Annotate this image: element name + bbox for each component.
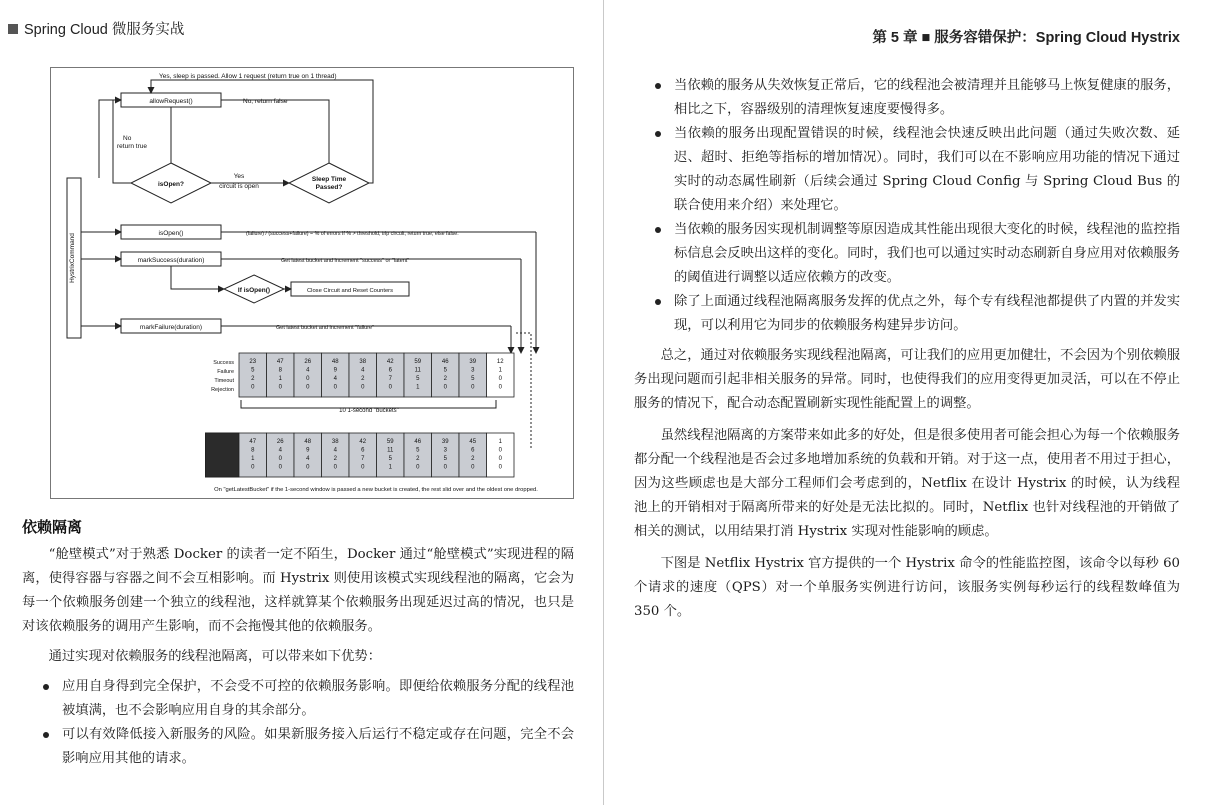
bucket-value: 0 — [498, 456, 502, 462]
bucket-value: 42 — [359, 439, 367, 445]
left-body — [22, 543, 574, 771]
bucket-value: 0 — [498, 464, 502, 471]
dropped-bucket — [206, 433, 240, 477]
latest-failure-label: Get latest bucket and increment "failure" — [276, 325, 375, 331]
bucket-value: 0 — [333, 464, 337, 471]
bucket-value: 4 — [361, 367, 365, 374]
bucket-value: 9 — [333, 367, 337, 374]
bucket-value: 7 — [361, 456, 365, 462]
right-paragraph-1: 总之，通过对依赖服务实现线程池隔离，可让我们的应用更加健壮，不会因为个别依赖服务出现问题而引起非相关服务的异常。同时，也使得我们的应用变得更加灵活，可以在不停止服务的情况下，配合动态配置刷新实现性能配置上的调整。 — [634, 348, 1180, 411]
right-running-header — [872, 26, 1180, 47]
bucket-value: 5 — [443, 456, 447, 462]
bucket-value: 0 — [498, 384, 502, 391]
bucket-value: 47 — [276, 359, 284, 365]
hystrix-command-label: HystrixCommand — [69, 233, 76, 283]
circuit-open-label: circuit is open — [219, 183, 259, 190]
left-paragraph-1: “舱壁模式”对于熟悉 Docker 的读者一定不陌生，Docker 通过“舱壁模式”实现进程的隔离，使得容器与容器之间不会互相影响。而 Hystrix 则使用该模式实现线程池的隔离，它会为每一个依赖服务创建一个独立的线程池，这样就算某个依赖服务出现延迟过高的情况，也只是对该依赖服务的调用产生影响，而不会拖慢其他的依赖服务。 — [22, 547, 574, 634]
right-paragraph-2: 虽然线程池隔离的方案带来如此多的好处，但是很多使用者可能会担心为每一个依赖服务都分配一个线程池是否会过多地增加系统的负载和开销。对于这一点，使用者不用过于担心，因为这些顾虑也是大部分工程师们会考虑到的，Netflix 在设计 Hystrix 的时候，认为线程池上的开销相对于隔离所带来的好处是无法比拟的。同时，Netflix 也针对线程池的开销做了相关的测试，以用结果打消 Hystrix 实现对性能影响的顾虑。 — [634, 428, 1180, 539]
row-label: Rejection — [211, 387, 234, 393]
bucket-value: 45 — [469, 439, 477, 445]
bucket-value: 5 — [388, 456, 392, 462]
top-bucket-grid — [239, 353, 514, 397]
yes-label: Yes — [233, 173, 245, 180]
bucket-value: 48 — [304, 439, 312, 445]
bucket-value: 38 — [331, 439, 339, 445]
sleep-time-diamond — [289, 163, 369, 203]
sleep-time-label: Sleep Time — [311, 176, 347, 183]
bucket-value: 0 — [416, 464, 420, 471]
bucket-value: 23 — [249, 359, 257, 365]
bucket-value: 1 — [498, 367, 502, 374]
bucket-value: 59 — [386, 439, 394, 445]
bucket-value: 0 — [498, 376, 502, 382]
hystrix-circuit-figure — [50, 67, 574, 499]
bucket-value: 39 — [441, 439, 449, 445]
bucket-value: 38 — [359, 359, 367, 365]
bucket-value: 59 — [414, 359, 422, 365]
bucket-value: 0 — [278, 464, 282, 471]
square-bullet-icon — [8, 24, 18, 34]
mark-failure-label: markFailure(duration) — [139, 324, 203, 331]
bucket-value: 1 — [251, 456, 255, 462]
bucket-value: 5 — [443, 367, 447, 374]
left-paragraph-2: 通过实现对依赖服务的线程池隔离，可以带来如下优势： — [48, 649, 382, 664]
right-body — [634, 74, 1180, 624]
is-open-call-label: isOpen() — [158, 230, 184, 237]
bucket-value: 0 — [443, 464, 447, 471]
bucket-value: 0 — [251, 384, 255, 391]
bucket-value: 11 — [387, 447, 394, 454]
bucket-value: 0 — [498, 447, 502, 454]
no-return-false-label: No, return false — [243, 98, 288, 105]
bucket-value: 4 — [306, 367, 310, 374]
bucket-value: 0 — [251, 464, 255, 471]
right-header-title: 第 5 章 ■ 服务容错保护：Spring Cloud Hystrix — [872, 30, 1180, 46]
row-label: Success — [213, 360, 234, 366]
hystrix-flow-diagram — [51, 68, 573, 498]
list-item: 可以有效降低接入新服务的风险。如果新服务接入后运行不稳定或存在问题，完全不会影响应用其他的请求。 — [22, 723, 574, 771]
allow-request-label: allowRequest() — [149, 98, 193, 105]
bucket-value: 2 — [361, 376, 365, 382]
bucket-value: 47 — [249, 439, 257, 445]
bucket-value: 2 — [443, 376, 447, 382]
bottom-caption: On "getLatestBucket" if the 1-second window is passed a new bucket is created, the rest slid over and the oldest one dropped. — [214, 487, 538, 493]
bucket-value: 5 — [416, 376, 420, 382]
bucket-value: 2 — [416, 456, 420, 462]
close-circuit-label: Close Circuit and Reset Counters — [306, 288, 394, 294]
bucket-value: 0 — [361, 464, 365, 471]
bucket-value: 6 — [471, 447, 475, 454]
bucket-value: 2 — [251, 376, 255, 382]
bucket-value: 5 — [416, 447, 420, 454]
bucket-value: 0 — [278, 456, 282, 462]
bucket-value: 8 — [278, 367, 282, 374]
bucket-value: 0 — [306, 464, 310, 471]
bucket-value: 6 — [361, 447, 365, 454]
is-open-question-label: isOpen? — [157, 181, 185, 188]
right-page — [606, 0, 1220, 805]
if-is-open-label: If isOpen() — [237, 287, 271, 294]
bucket-value: 0 — [278, 384, 282, 391]
no-label: No — [123, 135, 132, 142]
left-bullet-list — [22, 675, 574, 771]
left-header-title: Spring Cloud 微服务实战 — [24, 22, 185, 38]
left-page — [0, 0, 604, 805]
bucket-value: 8 — [251, 447, 255, 454]
bucket-value: 0 — [388, 384, 392, 391]
buckets-label: 10 1-second "buckets" — [339, 408, 399, 414]
bucket-value: 5 — [251, 367, 255, 374]
bucket-value: 2 — [471, 456, 475, 462]
passed-label: Passed? — [315, 184, 343, 191]
bucket-value: 3 — [443, 447, 447, 454]
return-true-label: return true — [117, 143, 147, 150]
bucket-value: 4 — [306, 456, 310, 462]
bucket-value: 4 — [278, 447, 282, 454]
bucket-value: 0 — [333, 384, 337, 391]
list-item: 除了上面通过线程池隔离服务发挥的优点之外，每个专有线程池都提供了内置的并发实现，可以利用它为同步的依赖服务构建异步访问。 — [634, 290, 1180, 338]
bucket-value: 26 — [276, 439, 284, 445]
bucket-value: 1 — [498, 439, 502, 445]
bucket-value: 1 — [416, 384, 420, 391]
left-running-header — [8, 18, 184, 39]
section-title: 依赖隔离 — [22, 519, 83, 536]
bucket-value: 11 — [414, 367, 421, 374]
bucket-value: 39 — [469, 359, 477, 365]
bucket-row-labels — [211, 360, 234, 393]
row-label: Failure — [217, 369, 234, 375]
bucket-value: 1 — [278, 376, 282, 382]
right-bullet-list — [634, 74, 1180, 338]
bucket-value: 46 — [441, 359, 449, 365]
bucket-value: 9 — [306, 447, 310, 454]
error-formula-label: (failure) / (success+failure) = % of errors If % > threshold, trip circuit, return true, else false. — [246, 231, 459, 237]
bucket-value: 2 — [333, 456, 337, 462]
mark-success-label: markSuccess(duration) — [137, 257, 205, 264]
bucket-value: 7 — [388, 376, 392, 382]
row-label: Timeout — [214, 378, 234, 384]
bucket-value: 0 — [306, 376, 310, 382]
bucket-value: 0 — [443, 384, 447, 391]
bucket-value: 6 — [388, 367, 392, 374]
bucket-value: 4 — [333, 447, 337, 454]
bottom-bucket-grid — [206, 433, 515, 477]
bucket-value: 4 — [333, 376, 337, 382]
bucket-value: 0 — [471, 384, 475, 391]
list-item: 当依赖的服务因实现机制调整等原因造成其性能出现很大变化的时候，线程池的监控指标信息会反映出这样的变化。同时，我们也可以通过实时动态刷新自身应用对依赖服务的阈值进行调整以适应依赖方的改变。 — [634, 218, 1180, 290]
bucket-value: 5 — [471, 376, 475, 382]
bucket-value: 42 — [386, 359, 394, 365]
latest-success-label: Get latest bucket and increment "success" or "latent" — [281, 258, 410, 264]
list-item: 当依赖的服务出现配置错误的时候，线程池会快速反映出此问题（通过失败次数、延迟、超时、拒绝等指标的增加情况）。同时，我们可以在不影响应用功能的情况下通过实时的动态属性刷新（后续会通过 Spring Cloud Config 与 Spring Cloud Bus 的联合使用来介绍）来处理它。 — [634, 122, 1180, 218]
bucket-value: 12 — [496, 359, 504, 365]
list-item: 当依赖的服务从失效恢复正常后，它的线程池会被清理并且能够马上恢复健康的服务，相比之下，容器级别的清理恢复速度要慢得多。 — [634, 74, 1180, 122]
bucket-value: 46 — [414, 439, 422, 445]
bucket-value: 0 — [306, 384, 310, 391]
sleep-passed-label: Yes, sleep is passed. Allow 1 request (return true on 1 thread) — [159, 73, 337, 80]
bucket-value: 0 — [361, 384, 365, 391]
right-paragraph-3: 下图是 Netflix Hystrix 官方提供的一个 Hystrix 命令的性能监控图，该命令以每秒 60 个请求的速度（QPS）对一个单服务实例进行访问，该服务实例每秒运行的线程数峰值为 350 个。 — [634, 556, 1180, 619]
bucket-value: 1 — [388, 464, 392, 471]
list-item: 应用自身得到完全保护，不会受不可控的依赖服务影响。即便给依赖服务分配的线程池被填满，也不会影响应用自身的其余部分。 — [22, 675, 574, 723]
bucket-value: 0 — [471, 464, 475, 471]
bucket-value: 48 — [331, 359, 339, 365]
bucket-value: 26 — [304, 359, 312, 365]
bucket-value: 3 — [471, 367, 475, 374]
